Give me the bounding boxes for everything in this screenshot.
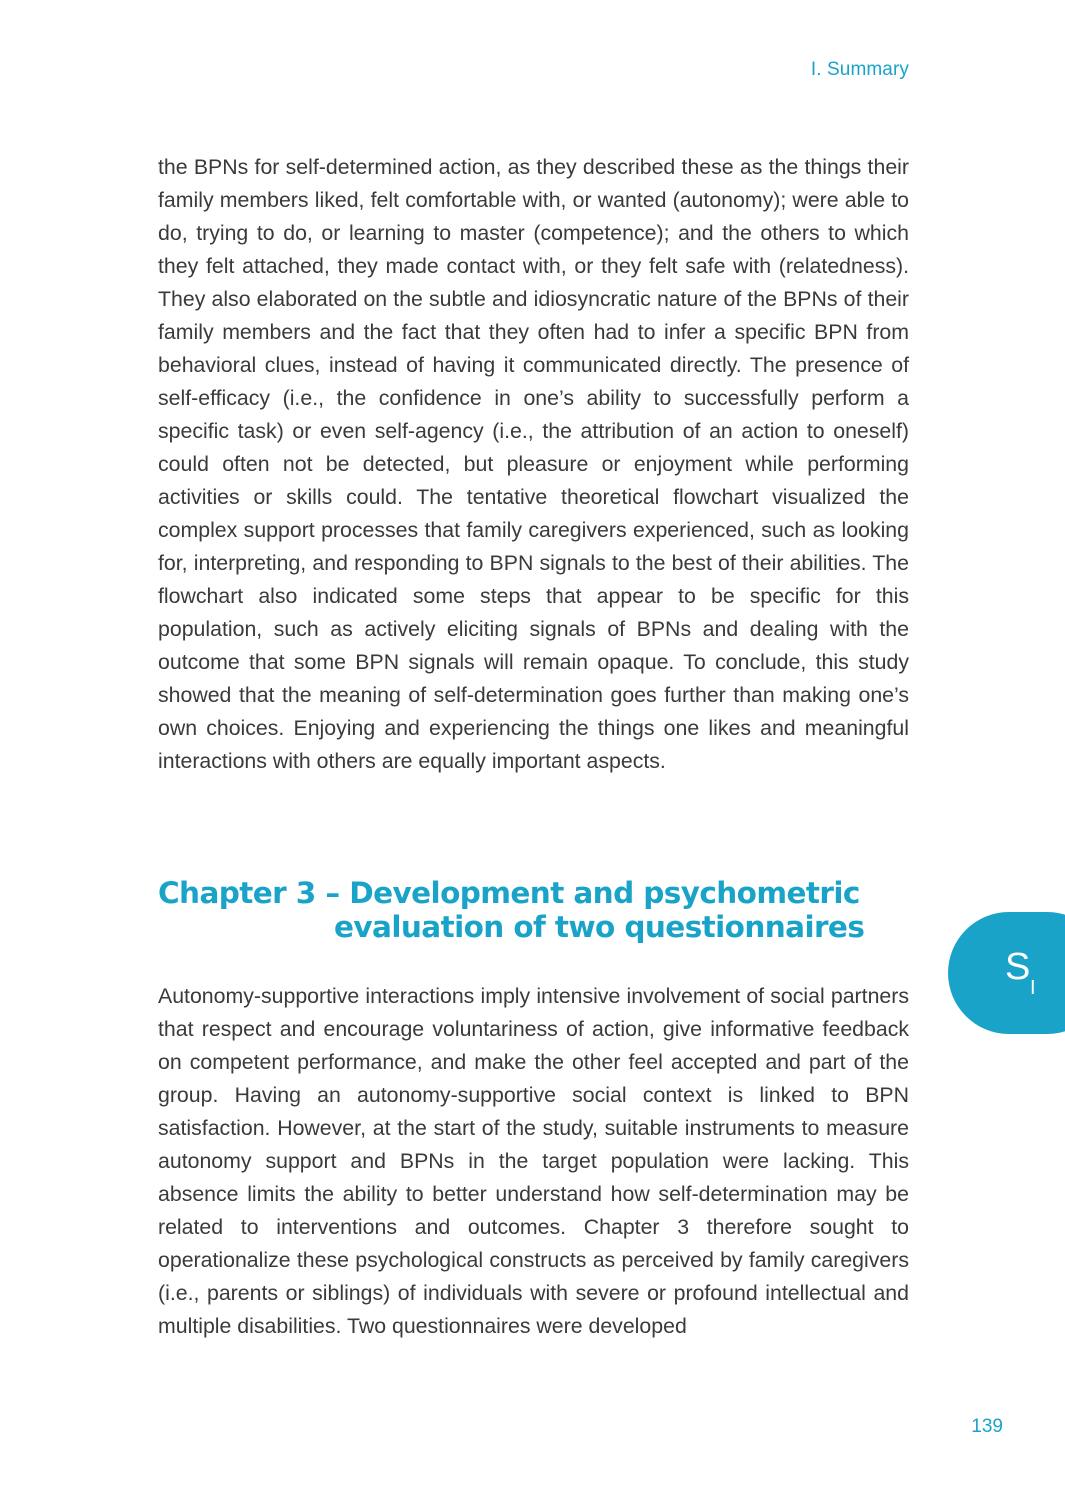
section-tab-letter: S	[1005, 946, 1031, 988]
body-paragraph: the BPNs for self-determined action, as they described these as the things their family members liked, felt comfortable with, or wanted (autonomy); were able to do, trying to do, or learning to master (competence); and the others to which they felt attached, they made contact with, or they felt safe with (relatedness). They also elaborated on the subtle and idiosyncratic nature of the BPNs of their family members and the fact that they often had to infer a specific BPN from behavioral clues, instead of having it communicated directly. The presence of self-efficacy (i.e., the confidence in one’s ability to successfully perform a specific task) or even self-agency (i.e., the attribution of an action to oneself) could often not be detected, but pleasure or enjoyment while performing activities or skills could. The tentative theoretical flowchart visualized the complex support processes that family caregivers experienced, such as looking for, interpreting, and responding to BPN signals to the best of their abilities. The flowchart also indicated some steps that appear to be specific for this population, such as actively eliciting signals of BPNs and dealing with the outcome that some BPN signals will remain opaque. To conclude, this study showed that the meaning of self-determination goes further than making one’s own choices. Enjoying and experiencing the things one likes and meaningful interactions with others are equally important aspects.	[158, 155, 909, 773]
chapter-heading	[158, 876, 864, 944]
chapter-heading-line-2: evaluation of two questionnaires	[334, 910, 865, 944]
chapter-heading-line-1: Chapter 3 – Development and psychometric	[158, 876, 860, 910]
body-paragraph: Autonomy-supportive interactions imply intensive involvement of social partners that respect and encourage voluntariness of action, give informative feedback on competent performance, and make the other feel accepted and part of the group. Having an autonomy-supportive social context is linked to BPN satisfaction. However, at the start of the study, suitable instruments to measure autonomy support and BPNs in the target population were lacking. This absence limits the ability to better understand how self-determination may be related to interventions and outcomes. Chapter 3 therefore sought to operationalize these psychological constructs as perceived by family caregivers (i.e., parents or siblings) of individuals with severe or profound intellectual and multiple disabilities. Two questionnaires were developed	[158, 984, 909, 1338]
running-header: I. Summary	[810, 59, 909, 80]
page-number: 139	[971, 1416, 1003, 1437]
section-tab-subscript: I	[1030, 977, 1036, 999]
